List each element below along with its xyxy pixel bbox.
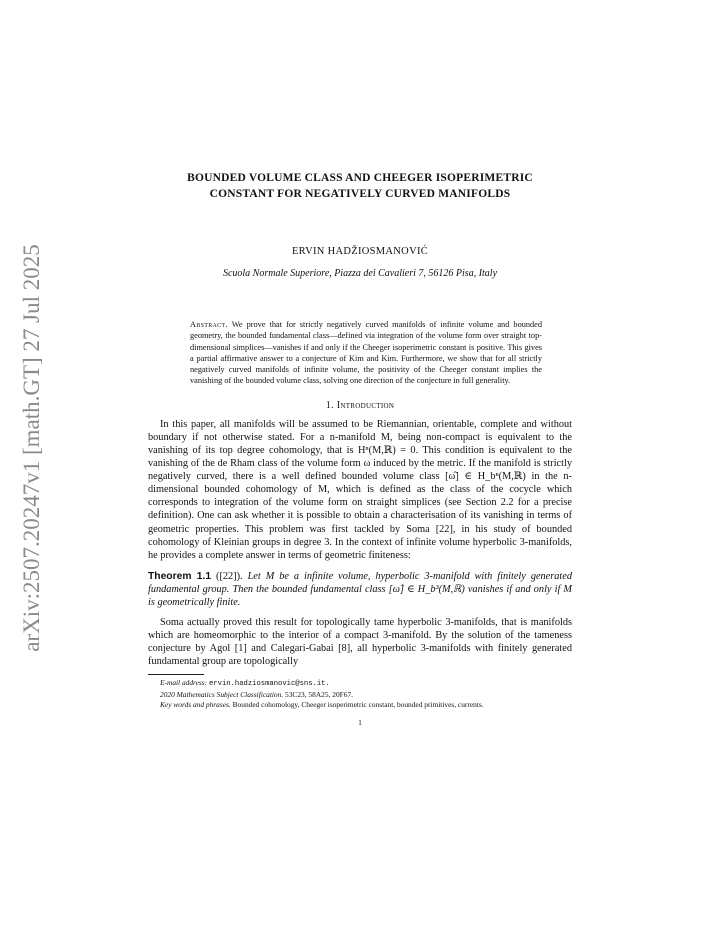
footnote-keywords-text: Bounded cohomology, Cheeger isoperimetric constant, bounded primitives, currents. [232,699,484,709]
footnote-email-label: E-mail address: [160,678,208,688]
page-number: 1 [358,718,362,728]
title-line-2: CONSTANT FOR NEGATIVELY CURVED MANIFOLDS [209,188,511,200]
footnote-email [148,678,572,689]
footnote-divider [148,674,204,675]
intro-paragraph: In this paper, all manifolds will be assumed to be Riemannian, orientable, complete and without boundary if not otherwise stated. For a n-manifold M, being non-compact is equivalent to the vanishing of its top degree cohomology, that is Hⁿ(M,ℝ) = 0. This condition is equivalent to the vanishing of the de Rham class of the volume form ω induced by the metric. If the manifold is strictly negatively curved, there is a well defined bounded volume class [ω̂] ∈ H_bⁿ(M,ℝ) in the n-dimensional bounded cohomology of M, which is defined as the class of the cocycle which corresponds to integration of the volume form on straight simplices (see Section 2.2 for a precise definition). One can ask whether it is possible to obtain a characterisation of its vanishing in terms of geometric properties. This problem was first tackled by Soma [22], in his study of bounded cohomology of Kleinian groups in degree 3. In the context of infinite volume hyperbolic 3-manifolds, he provides a complete answer in terms of geometric finiteness: [148,418,572,561]
footnote-msc [148,690,572,700]
footnote-keywords-label: Key words and phrases. [160,699,231,709]
arxiv-sidebar [14,238,50,658]
abstract [190,319,542,387]
paper-page [148,170,572,727]
abstract-text: We prove that for strictly negatively curved manifolds of infinite volume and bounded geometry, the bounded fundamental class—defined via integration of the volume form over straight top-dimensional simplices—vanishes if and only if the Cheeger isoperimetric constant is positive. This gives a partial affirmative answer to a conjecture of Kim and Kim. Furthermore, we show that for all strictly negatively curved manifolds of infinite volume, the positivity of the Cheeger constant implies the vanishing of the bounded volume class, solving one direction of the conjecture in full generality. [190,320,542,386]
theorem-citation: ([22]). [216,570,243,582]
author-name: ERVIN HADŽIOSMANOVIĆ [291,246,429,257]
paper-title [148,170,572,202]
footnote-msc-codes: 53C23, 58A25, 20F67. [285,689,353,699]
footnote-keywords [148,700,572,710]
theorem-label: Theorem 1.1 [148,570,212,582]
title-line-1: BOUNDED VOLUME CLASS AND CHEEGER ISOPERIMETRIC [187,172,533,184]
author-email: ervin.hadziosmanovic@sns.it. [209,680,330,689]
section-title: Introduction [336,399,395,411]
body-paragraph-2: Soma actually proved this result for topologically tame hyperbolic 3-manifolds, that is manifolds which are homeomorphic to the interior of a compact 3-manifold. By the solution of the tameness conjecture by Agol [1] and Calegari-Gabai [8], all hyperbolic 3-manifolds with finitely generated fundamental group are topologically [148,617,572,668]
author-affiliation: Scuola Normale Superiore, Piazza dei Cavalieri 7, 56126 Pisa, Italy [222,268,498,279]
theorem-block [148,570,572,609]
arxiv-identifier: arXiv:2507.20247v1 [math.GT] 27 Jul 2025 [19,244,44,652]
section-heading [148,400,572,411]
theorem-statement: Let M be a infinite volume, hyperbolic 3-manifold with finitely generated fundamental group. Then the bounded fundamental class [ω̂] ∈ H_b³(M,ℝ) vanishes if and only if M is geometrically finite. [148,570,572,608]
section-number: 1. [325,399,334,411]
footnote-msc-label: 2020 Mathematics Subject Classification. [160,689,284,699]
abstract-label: Abstract. [190,320,228,329]
footnotes [148,678,572,710]
